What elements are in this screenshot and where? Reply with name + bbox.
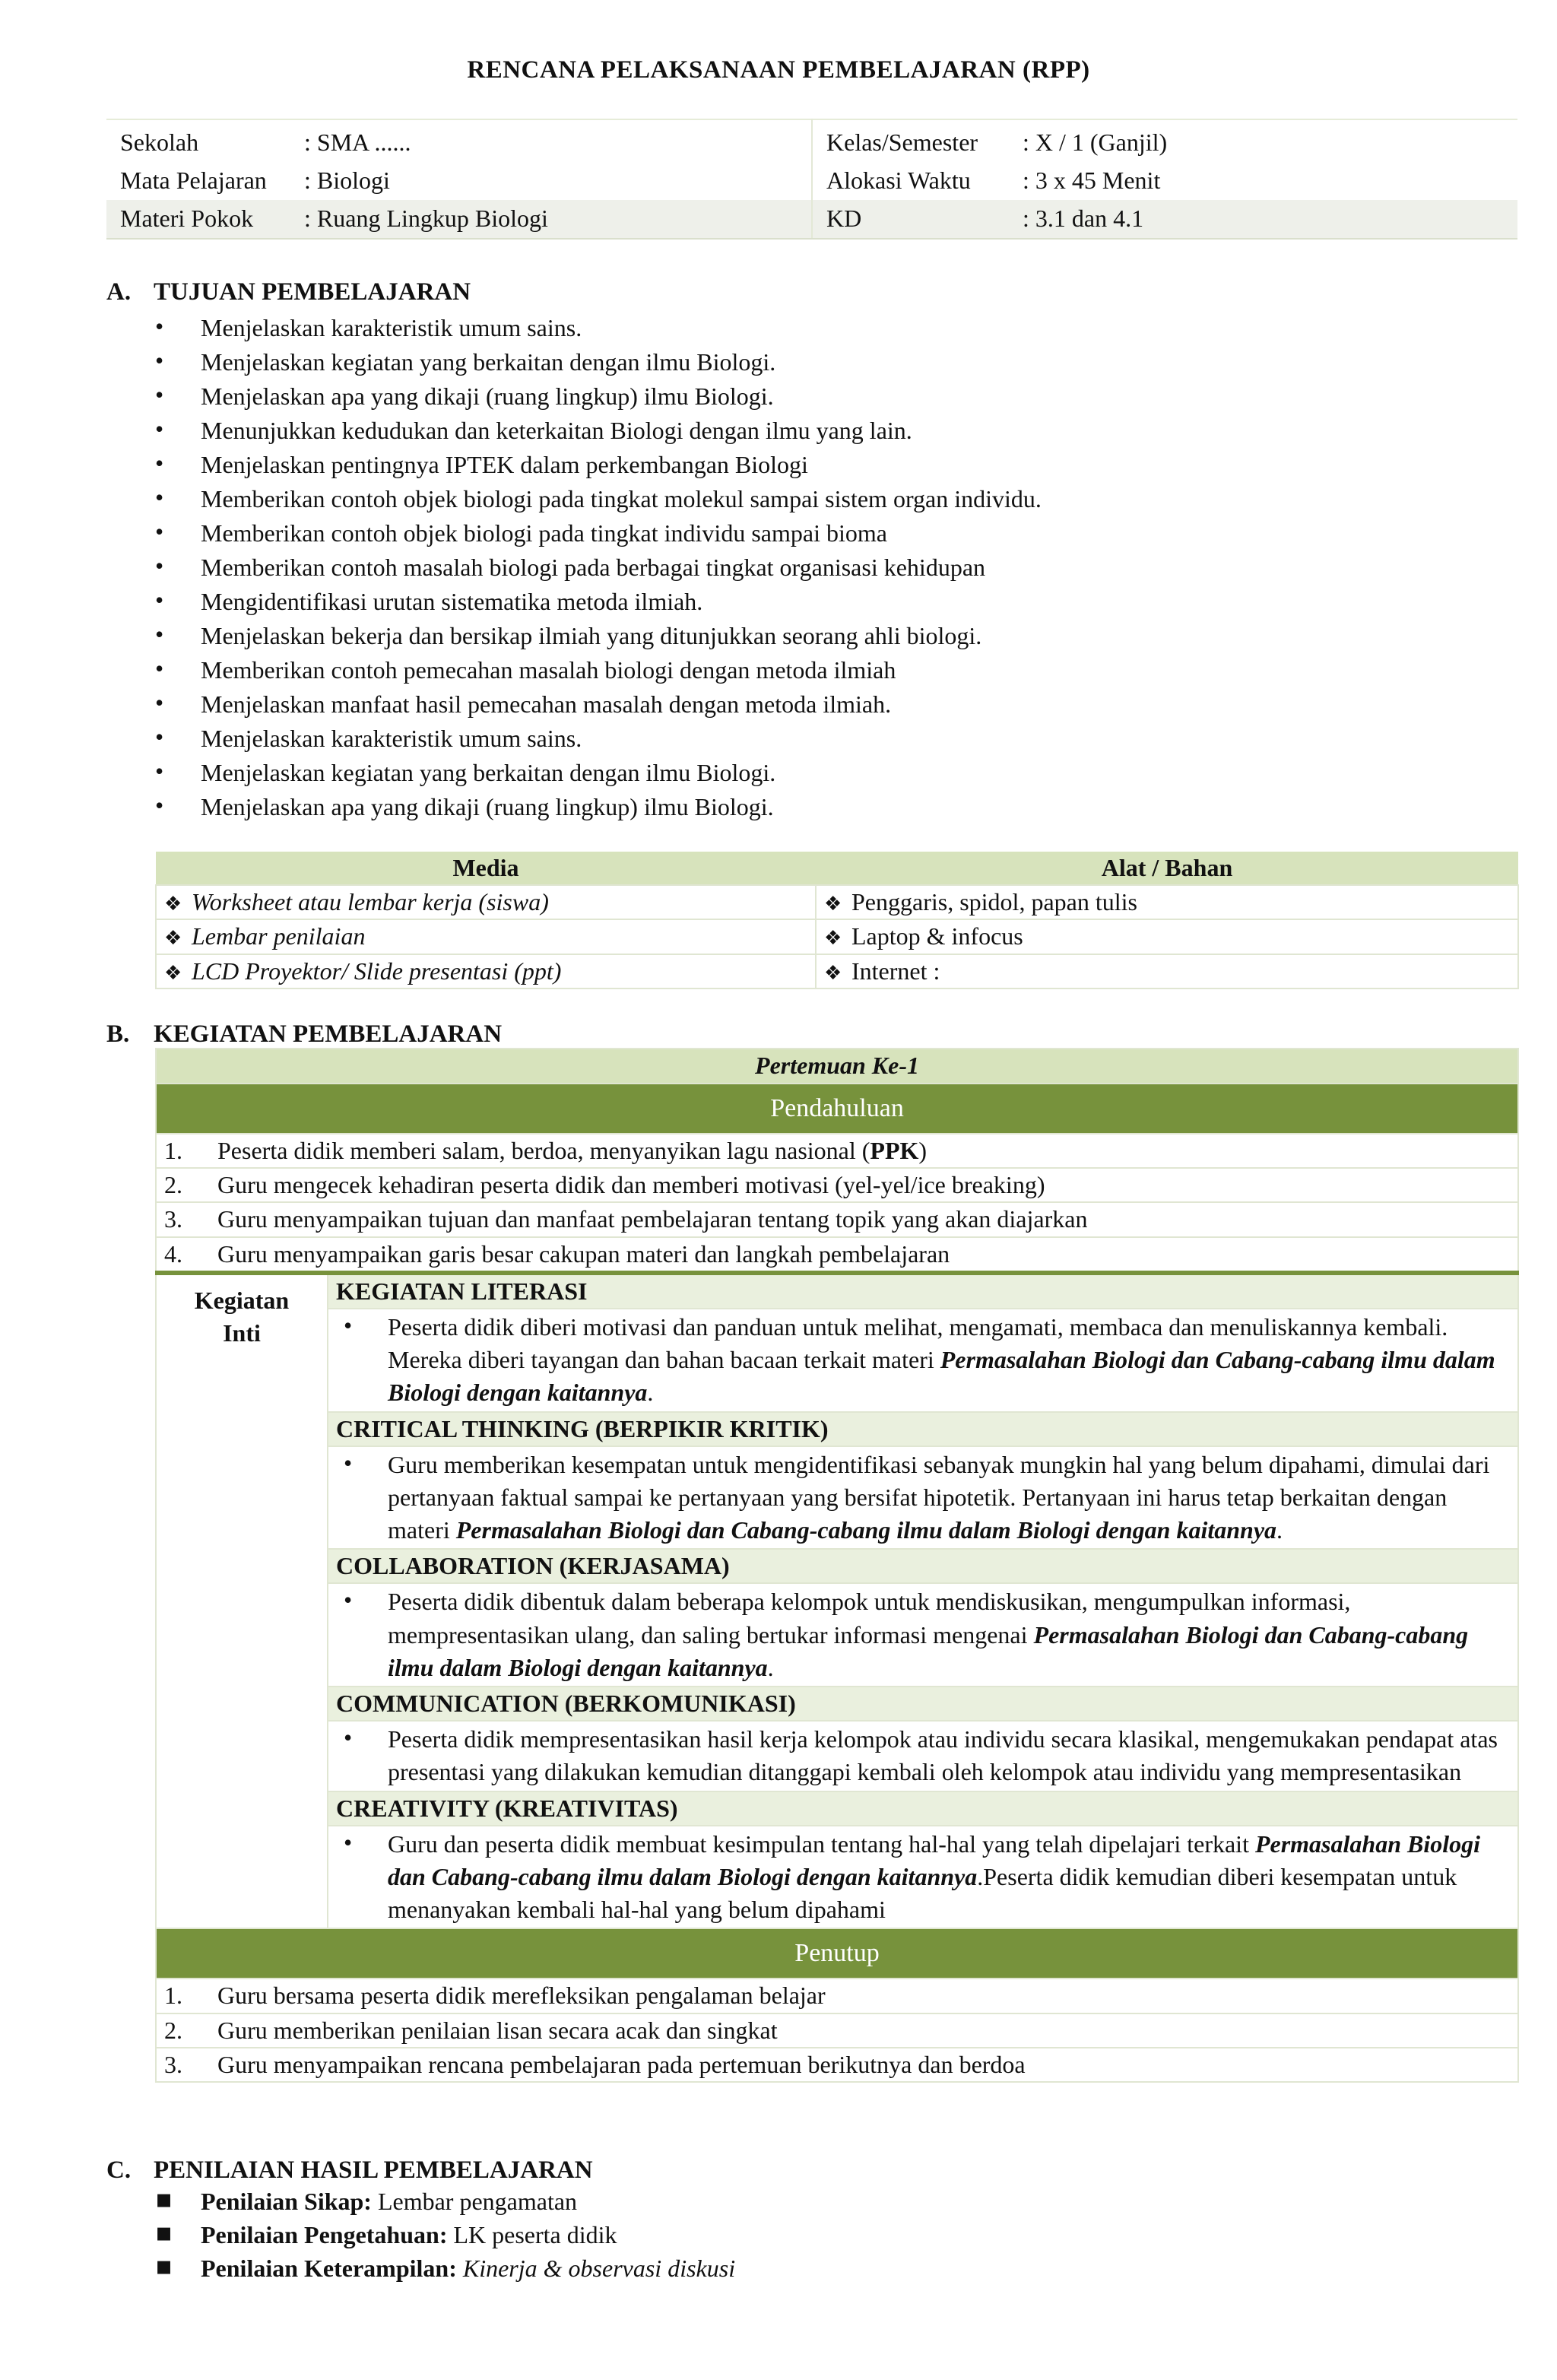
diamond-bullet-icon: ❖	[164, 927, 182, 950]
step-row	[156, 1168, 1518, 1202]
goal-item: • Menjelaskan apa yang dikaji (ruang lingkup) ilmu Biologi.	[155, 791, 1042, 825]
assessment-label: Penilaian Pengetahuan:	[201, 2221, 448, 2248]
step-row	[156, 1202, 1518, 1236]
step-bold: PPK	[870, 1137, 919, 1164]
step-number: 1.	[164, 1982, 182, 2010]
assessment-list	[155, 2185, 735, 2286]
info-alokasi	[812, 162, 1517, 200]
step-text: Guru mengecek kehadiran peserta didik dan memberi motivasi (yel-yel/ice breaking)	[217, 1171, 1045, 1199]
desc-emphasis: Permasalahan Biologi dan Cabang-cabang ilmu dalam Biologi dengan kaitannya	[388, 1829, 1480, 1890]
desc-tail: .	[1276, 1516, 1283, 1544]
step-row	[156, 1237, 1518, 1273]
goal-item: • Menjelaskan kegiatan yang berkaitan dengan ilmu Biologi.	[155, 346, 1042, 380]
step-after: )	[918, 1137, 928, 1164]
assessment-value: Lembar pengamatan	[371, 2188, 578, 2215]
section-letter: B.	[106, 1020, 130, 1048]
inti-head-row	[156, 1687, 1518, 1721]
step-cell	[156, 1134, 1518, 1168]
penutup-band-row	[156, 1928, 1518, 1979]
info-label: Materi Pokok	[120, 205, 254, 233]
goal-item: • Memberikan contoh pemecahan masalah biologi dengan metoda ilmiah	[155, 654, 1042, 688]
step-number: 4.	[164, 1239, 182, 1268]
media-table	[155, 852, 1519, 989]
media-row	[156, 885, 1518, 919]
inti-subheading: KEGIATAN LITERASI	[328, 1273, 1518, 1309]
step-text: Guru menyampaikan garis besar cakupan materi dan langkah pembelajaran	[217, 1239, 950, 1268]
inti-head-row	[156, 1791, 1518, 1826]
inti-body-row	[156, 1721, 1518, 1791]
info-value: : 3 x 45 Menit	[1023, 167, 1161, 195]
inti-head-row	[156, 1412, 1518, 1446]
info-label: Alokasi Waktu	[826, 167, 971, 195]
info-table	[106, 119, 1517, 240]
inti-description	[328, 1826, 1518, 1929]
step-row	[156, 1134, 1518, 1168]
meeting-header: Pertemuan Ke-1	[156, 1049, 1518, 1084]
inti-head-row	[156, 1549, 1518, 1583]
inti-description	[328, 1583, 1518, 1687]
step-cell	[156, 1979, 1518, 2013]
desc-tail: .	[647, 1379, 654, 1407]
step-row	[156, 1979, 1518, 2013]
inti-description	[328, 1309, 1518, 1412]
info-sekolah	[106, 119, 812, 162]
step-cell	[156, 2048, 1518, 2082]
info-label: KD	[826, 205, 862, 233]
tools-item: Laptop & infocus	[851, 922, 1023, 950]
section-letter: C.	[106, 2156, 132, 2184]
step-number: 3.	[164, 1205, 182, 1233]
inti-description	[328, 1446, 1518, 1550]
goal-item: • Menjelaskan apa yang dikaji (ruang lingkup) ilmu Biologi.	[155, 380, 1042, 414]
inti-subheading: COLLABORATION (KERJASAMA)	[328, 1549, 1518, 1583]
inti-body-row	[156, 1446, 1518, 1550]
step-number: 1.	[164, 1137, 182, 1164]
step-cell	[156, 2013, 1518, 2048]
assessment-item	[155, 2252, 735, 2286]
inti-label-line: Kegiatan	[194, 1286, 290, 1314]
step-text: Guru menyampaikan rencana pembelajaran pada pertemuan berikutnya dan berdoa	[217, 2050, 1026, 2078]
tools-cell	[816, 919, 1518, 954]
penutup-band: Penutup	[156, 1928, 1518, 1979]
inti-body-row	[156, 1583, 1518, 1687]
assessment-item	[155, 2185, 735, 2219]
inti-head-row	[156, 1273, 1518, 1309]
section-title: TUJUAN PEMBELAJARAN	[154, 278, 471, 306]
media-item: Worksheet atau lembar kerja (siswa)	[192, 888, 549, 916]
goal-item: • Menjelaskan karakteristik umum sains.	[155, 722, 1042, 757]
info-value: : SMA ......	[304, 129, 411, 157]
goal-item: • Menjelaskan pentingnya IPTEK dalam perkembangan Biologi	[155, 449, 1042, 483]
kegiatan-inti-label	[156, 1273, 328, 1929]
info-kd	[812, 200, 1517, 239]
info-mapel	[106, 162, 812, 200]
info-value: : Ruang Lingkup Biologi	[304, 205, 548, 233]
desc-text: Peserta didik mempresentasikan hasil kerja kelompok atau individu secara klasikal, mengemukakan pendapat atas presentasi yang dilakukan kemudian ditanggapi kembali oleh kelompok atau individu yang mempresentasikan	[388, 1725, 1498, 1786]
section-b-heading	[106, 1017, 502, 1052]
media-item: Lembar penilaian	[192, 922, 366, 950]
tools-item: Penggaris, spidol, papan tulis	[851, 888, 1137, 916]
info-label: Sekolah	[120, 129, 199, 157]
info-value: : Biologi	[304, 167, 390, 195]
step-cell	[156, 1237, 1518, 1273]
assessment-value: LK peserta didik	[447, 2221, 617, 2248]
goal-item: • Menjelaskan karakteristik umum sains.	[155, 312, 1042, 346]
desc-tail: .Peserta didik kemudian diberi kesempatan untuk menanyakan kembali hal-hal yang belum dipahami	[388, 1862, 1457, 1924]
info-value: : 3.1 dan 4.1	[1023, 205, 1144, 233]
diamond-bullet-icon: ❖	[164, 893, 182, 916]
media-row	[156, 919, 1518, 954]
pendahuluan-band-row	[156, 1084, 1518, 1134]
info-value: : X / 1 (Ganjil)	[1023, 129, 1168, 157]
page-title: RENCANA PELAKSANAAN PEMBELAJARAN (RPP)	[467, 56, 1090, 84]
desc-emphasis: Permasalahan Biologi dan Cabang-cabang ilmu dalam Biologi dengan kaitannya	[388, 1620, 1469, 1681]
desc-text: Guru dan peserta didik membuat kesimpulan tentang hal-hal yang telah dipelajari terkait	[388, 1829, 1255, 1858]
step-row	[156, 2013, 1518, 2048]
step-number: 2.	[164, 1171, 182, 1199]
section-a-heading	[106, 275, 471, 309]
desc-tail: .	[767, 1653, 774, 1681]
assessment-label: Penilaian Keterampilan:	[201, 2255, 457, 2282]
diamond-bullet-icon: ❖	[824, 927, 842, 950]
step-number: 2.	[164, 2016, 182, 2044]
goal-item: • Menunjukkan kedudukan dan keterkaitan Biologi dengan ilmu yang lain.	[155, 414, 1042, 449]
assessment-value: Kinerja & observasi diskusi	[456, 2255, 736, 2282]
media-header: Media	[156, 852, 816, 885]
goal-item: • Menjelaskan kegiatan yang berkaitan dengan ilmu Biologi.	[155, 757, 1042, 791]
goal-item: • Menjelaskan manfaat hasil pemecahan masalah dengan metoda ilmiah.	[155, 688, 1042, 722]
step-cell	[156, 1168, 1518, 1202]
step-text: Guru memberikan penilaian lisan secara acak dan singkat	[217, 2016, 778, 2044]
goal-item: • Memberikan contoh objek biologi pada tingkat molekul sampai sistem organ individu.	[155, 483, 1042, 517]
info-materi	[106, 200, 812, 239]
diamond-bullet-icon: ❖	[824, 893, 842, 916]
goal-item: • Menjelaskan bekerja dan bersikap ilmiah yang ditunjukkan seorang ahli biologi.	[155, 620, 1042, 654]
inti-label-line: Inti	[223, 1319, 261, 1347]
inti-description	[328, 1721, 1518, 1791]
inti-subheading: CREATIVITY (KREATIVITAS)	[328, 1791, 1518, 1826]
desc-emphasis: Permasalahan Biologi dan Cabang-cabang ilmu dalam Biologi dengan kaitannya	[388, 1346, 1495, 1407]
inti-body-row	[156, 1826, 1518, 1929]
tools-item: Internet :	[851, 957, 940, 985]
meeting-header-row	[156, 1049, 1518, 1084]
step-text: Guru bersama peserta didik merefleksikan pengalaman belajar	[217, 1982, 826, 2010]
media-cell	[156, 885, 816, 919]
goal-item: • Memberikan contoh objek biologi pada tingkat individu sampai bioma	[155, 517, 1042, 551]
goal-item: • Mengidentifikasi urutan sistematika metoda ilmiah.	[155, 585, 1042, 620]
inti-body-row	[156, 1309, 1518, 1412]
media-cell	[156, 919, 816, 954]
tools-header: Alat / Bahan	[816, 852, 1518, 885]
diamond-bullet-icon: ❖	[824, 961, 842, 985]
info-label: Mata Pelajaran	[120, 167, 267, 195]
media-row	[156, 954, 1518, 988]
goals-list	[155, 312, 1042, 825]
inti-subheading: CRITICAL THINKING (BERPIKIR KRITIK)	[328, 1412, 1518, 1446]
section-title: PENILAIAN HASIL PEMBELAJARAN	[154, 2156, 593, 2184]
media-item: LCD Proyektor/ Slide presentasi (ppt)	[192, 957, 562, 985]
step-text: Peserta didik memberi salam, berdoa, menyanyikan lagu nasional (	[217, 1137, 870, 1164]
step-text: Guru menyampaikan tujuan dan manfaat pembelajaran tentang topik yang akan diajarkan	[217, 1205, 1088, 1233]
step-number: 3.	[164, 2050, 182, 2078]
desc-text: Peserta didik diberi motivasi dan panduan untuk melihat, mengamati, membaca dan menuliskannya kembali. Mereka diberi tayangan dan bahan bacaan terkait materi	[388, 1312, 1448, 1374]
activity-table	[155, 1048, 1519, 2083]
media-cell	[156, 954, 816, 988]
assessment-item	[155, 2219, 735, 2252]
assessment-label: Penilaian Sikap:	[201, 2188, 372, 2215]
tools-cell	[816, 885, 1518, 919]
step-cell	[156, 1202, 1518, 1236]
section-letter: A.	[106, 278, 132, 306]
section-c-heading	[106, 2153, 593, 2188]
section-title: KEGIATAN PEMBELAJARAN	[154, 1020, 503, 1048]
desc-text: Guru memberikan kesempatan untuk mengidentifikasi sebanyak mungkin hal yang belum dipahami, dimulai dari pertanyaan faktual sampai ke pertanyaan yang bersifat hipotetik. Pertanyaan ini harus tetap berkaitan dengan materi	[388, 1450, 1490, 1544]
desc-emphasis: Permasalahan Biologi dan Cabang-cabang ilmu dalam Biologi dengan kaitannya	[455, 1516, 1277, 1544]
desc-text: Peserta didik dibentuk dalam beberapa kelompok untuk mendiskusikan, mengumpulkan informasi, mempresentasikan ulang, dan saling bertukar informasi mengenai	[388, 1588, 1351, 1649]
pendahuluan-band: Pendahuluan	[156, 1084, 1518, 1134]
tools-cell	[816, 954, 1518, 988]
diamond-bullet-icon: ❖	[164, 961, 182, 985]
info-kelas	[812, 119, 1517, 162]
goal-item: • Memberikan contoh masalah biologi pada berbagai tingkat organisasi kehidupan	[155, 551, 1042, 585]
info-label: Kelas/Semester	[826, 129, 978, 157]
step-row	[156, 2048, 1518, 2082]
inti-subheading: COMMUNICATION (BERKOMUNIKASI)	[328, 1687, 1518, 1721]
